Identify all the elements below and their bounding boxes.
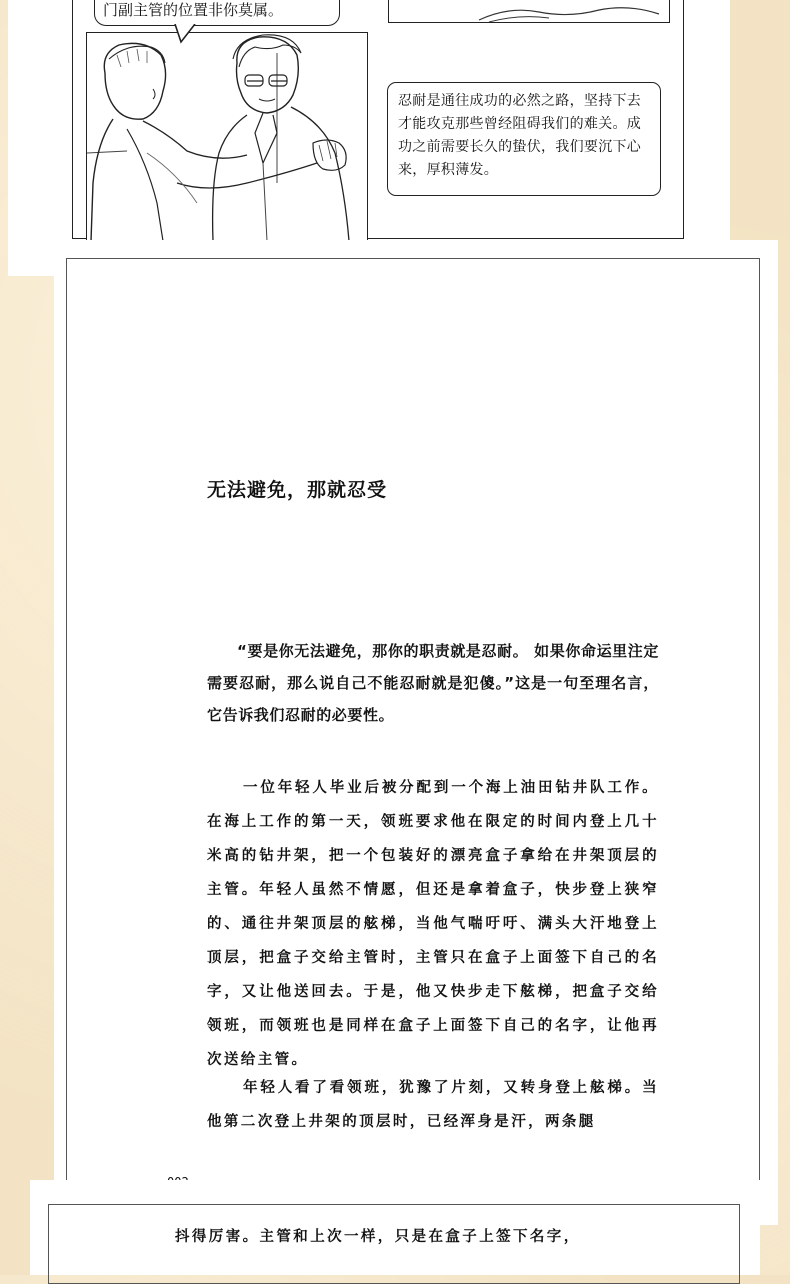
comic-caption-box [387, 82, 661, 196]
chapter-title: 无法避免，那就忍受 [207, 479, 388, 501]
comic-illustration [87, 33, 367, 241]
speech-bubble [94, 0, 340, 26]
next-page-first-line: 抖得厉害。主管和上次一样，只是在盒子上签下名字， [175, 1228, 581, 1245]
story-paragraph: 年轻人看了看领班，犹豫了片刻，又转身登上舷梯。当他第二次登上井架的顶层时，已经浑身是汗，两条腿 [207, 1079, 659, 1130]
page-border [66, 258, 760, 1213]
next-book-page [30, 1180, 760, 1275]
book-page [54, 240, 778, 1225]
sketch-illustration [389, 0, 669, 22]
page-border [48, 1204, 740, 1284]
comic-panel-handshake [86, 32, 368, 242]
speech-bubble-text: 门副主管的位置非你莫属。 [103, 2, 284, 19]
quote-paragraph: “要是你无法避免，那你的职责就是忍耐。 如果你命运里注定需要忍耐，那么说自己不能忍耐就是犯傻。”这是一句至理名言，它告诉我们忍耐的必要性。 [207, 642, 659, 724]
comic-caption-text: 忍耐是通往成功的必然之路，坚持下去才能攻克那些曾经阻碍我们的难关。成功之前需要长久的蛰伏，我们要沉下心来，厚积薄发。 [398, 92, 642, 177]
comic-page [8, 0, 730, 276]
speech-tail-icon [173, 24, 203, 46]
story-paragraph: 一位年轻人毕业后被分配到一个海上油田钻井队工作。在海上工作的第一天，领班要求他在限定的时间内登上几十米高的钻井架，把一个包装好的漂亮盒子拿给在井架顶层的主管。年轻人虽然不情愿，但还是拿着盒子，快步登上狭窄的、通往井架顶层的舷梯，当他气喘吁吁、满头大汗地登上顶层，把盒子交给主管时，主管只在盒子上面签下自己的名字，又让他送回去。于是，他又快步走下舷梯，把盒子交给领班，而领班也是同样在盒子上面签下自己的名字，让他再次送给主管。 [207, 779, 659, 1068]
comic-panel-top-right [388, 0, 670, 23]
